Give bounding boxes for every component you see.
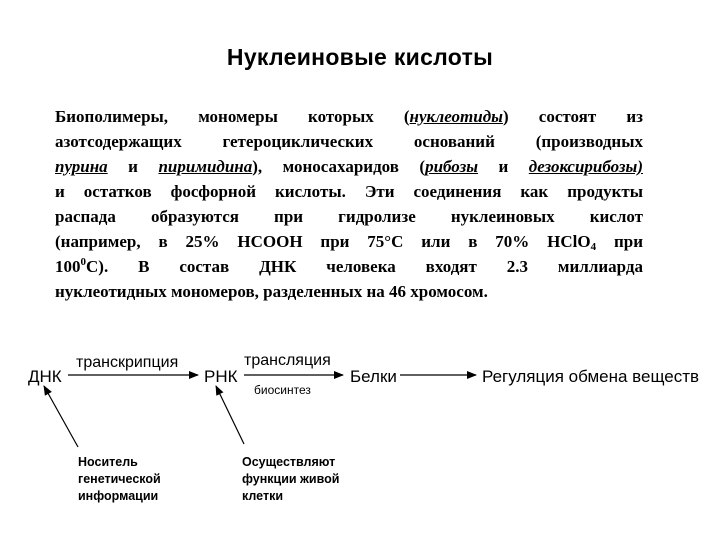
note-line: генетической — [78, 472, 161, 486]
text-fragment: (например, в 25% HCOOH при 75°С или в 70% HClO — [55, 232, 591, 251]
superscript: 0 — [80, 256, 86, 268]
carrier-pointer-arrow — [44, 386, 78, 447]
page-title: Нуклеиновые кислоты — [226, 44, 494, 70]
term-nucleotides: нуклеотиды — [409, 107, 503, 126]
paragraph-line-5: распада образуются при гидролизе нуклеиновых кислот — [55, 207, 643, 226]
note-line: информации — [78, 489, 159, 503]
text-fragment: 100 — [55, 257, 81, 276]
text-fragment: и — [478, 157, 529, 176]
text-fragment: ), моносахаридов ( — [252, 157, 426, 176]
biosynthesis-label: биосинтез — [254, 383, 311, 397]
text-fragment: и — [107, 157, 159, 176]
paragraph-line-2: азотсодержащих гетероциклических оснований (производных — [55, 132, 643, 151]
dna-label: ДНК — [28, 367, 62, 386]
note-line: клетки — [242, 489, 284, 503]
text-fragment: ) состоят из — [502, 107, 643, 126]
text-fragment: С). В состав ДНК человека входят 2.3 миллиарда — [86, 257, 643, 276]
text-fragment: при — [596, 232, 643, 251]
text-fragment: Биополимеры, мономеры которых ( — [55, 107, 410, 126]
transcription-label: транскрипция — [76, 354, 179, 371]
paragraph-line-8: нуклеотидных мономеров, разделенных на 46 хромосом. — [55, 282, 488, 301]
note-line: Осуществляют — [242, 455, 336, 469]
note-line: функции живой — [242, 472, 340, 486]
translation-label: трансляция — [244, 352, 331, 369]
regulation-label: Регуляция обмена веществ — [482, 367, 700, 386]
paragraph-line-4: и остатков фосфорной кислоты. Эти соединения как продукты — [55, 182, 643, 201]
note-cell-functions — [242, 454, 339, 505]
function-pointer-arrow — [216, 386, 244, 444]
subscript: 4 — [590, 241, 597, 253]
term-purine: пурина — [55, 157, 108, 176]
term-ribose: рибозы — [425, 157, 479, 176]
term-deoxyribose: дезоксирибозы) — [528, 157, 644, 176]
rna-label: РНК — [204, 367, 238, 386]
proteins-label: Белки — [350, 367, 397, 386]
note-genetic-carrier — [78, 454, 161, 505]
term-pyrimidine: пиримидина — [158, 157, 253, 176]
note-line: Носитель — [78, 455, 138, 469]
